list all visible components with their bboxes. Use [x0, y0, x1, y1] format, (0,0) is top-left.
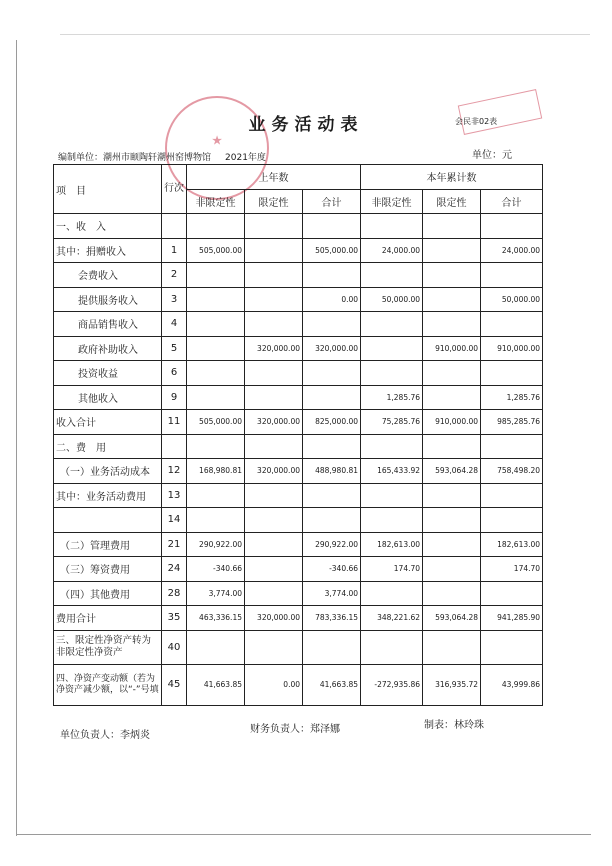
curr-unrestricted-cell: 165,433.92 — [361, 459, 423, 484]
row-line-no: 28 — [162, 581, 187, 606]
row-line-no: 2 — [162, 263, 187, 288]
form-code: 会民非02表 — [455, 117, 498, 126]
prev-total-cell — [303, 214, 361, 239]
row-label: 政府补助收入 — [54, 336, 162, 361]
curr-total-cell: 910,000.00 — [481, 336, 543, 361]
prev-restricted-cell: 320,000.00 — [245, 336, 303, 361]
table-row — [54, 664, 543, 705]
prev-total-cell: 320,000.00 — [303, 336, 361, 361]
curr-restricted-cell: 593,064.28 — [423, 459, 481, 484]
row-line-no: 45 — [162, 664, 187, 705]
curr-restricted-cell — [423, 532, 481, 557]
prev-restricted-cell — [245, 361, 303, 386]
table-row — [54, 336, 543, 361]
curr-total-cell: 174.70 — [481, 557, 543, 582]
header-item: 项 目 — [54, 165, 162, 214]
table-row — [54, 532, 543, 557]
prev-unrestricted-cell: 41,663.85 — [187, 664, 245, 705]
seal-decoration: ★ — [212, 134, 222, 147]
curr-total-cell — [481, 214, 543, 239]
prev-unrestricted-cell — [187, 483, 245, 508]
row-label: 费用合计 — [54, 606, 162, 631]
curr-restricted-cell — [423, 214, 481, 239]
curr-unrestricted-cell — [361, 434, 423, 459]
row-line-no: 4 — [162, 312, 187, 337]
table-row — [54, 361, 543, 386]
curr-unrestricted-cell — [361, 508, 423, 533]
prev-total-cell: 0.00 — [303, 287, 361, 312]
curr-restricted-cell — [423, 630, 481, 664]
prev-restricted-cell — [245, 385, 303, 410]
curr-total-cell: 941,285.90 — [481, 606, 543, 631]
table-row — [54, 508, 543, 533]
row-line-no: 3 — [162, 287, 187, 312]
prev-total-cell — [303, 434, 361, 459]
table-row — [54, 581, 543, 606]
table-row — [54, 263, 543, 288]
row-label: 其中：捐赠收入 — [54, 238, 162, 263]
curr-total-cell — [481, 581, 543, 606]
prev-restricted-cell — [245, 581, 303, 606]
curr-total-cell: 985,285.76 — [481, 410, 543, 435]
prev-restricted-cell — [245, 238, 303, 263]
curr-unrestricted-cell: 75,285.76 — [361, 410, 423, 435]
prev-total-cell — [303, 263, 361, 288]
row-line-no: 9 — [162, 385, 187, 410]
curr-total-cell — [481, 263, 543, 288]
curr-unrestricted-cell: 1,285.76 — [361, 385, 423, 410]
prev-total-cell — [303, 361, 361, 386]
prev-unrestricted-cell: 505,000.00 — [187, 410, 245, 435]
curr-unrestricted-cell: 50,000.00 — [361, 287, 423, 312]
header-curr-unrestricted: 非限定性 — [361, 189, 423, 214]
row-line-no: 40 — [162, 630, 187, 664]
row-line-no: 1 — [162, 238, 187, 263]
page-edge-bottom — [16, 834, 591, 835]
prev-restricted-cell — [245, 312, 303, 337]
row-label: （四）其他费用 — [54, 581, 162, 606]
prev-unrestricted-cell — [187, 312, 245, 337]
curr-restricted-cell: 910,000.00 — [423, 336, 481, 361]
prev-unrestricted-cell — [187, 361, 245, 386]
prev-restricted-cell — [245, 532, 303, 557]
prev-restricted-cell: 0.00 — [245, 664, 303, 705]
curr-restricted-cell — [423, 581, 481, 606]
curr-unrestricted-cell — [361, 312, 423, 337]
curr-unrestricted-cell — [361, 263, 423, 288]
row-label: 会费收入 — [54, 263, 162, 288]
table-row — [54, 214, 543, 239]
prev-restricted-cell: 320,000.00 — [245, 606, 303, 631]
curr-unrestricted-cell: 24,000.00 — [361, 238, 423, 263]
prev-restricted-cell — [245, 508, 303, 533]
header-curr-restricted: 限定性 — [423, 189, 481, 214]
row-label: （二）管理费用 — [54, 532, 162, 557]
signature-finance: 财务负责人：郑泽娜 — [250, 724, 340, 735]
page-edge-top — [60, 34, 590, 35]
prev-unrestricted-cell — [187, 630, 245, 664]
unit-label: 单位：元 — [472, 150, 512, 161]
curr-unrestricted-cell — [361, 361, 423, 386]
prev-unrestricted-cell: 463,336.15 — [187, 606, 245, 631]
prev-total-cell — [303, 630, 361, 664]
table-row — [54, 287, 543, 312]
prev-unrestricted-cell — [187, 263, 245, 288]
prev-unrestricted-cell: 3,774.00 — [187, 581, 245, 606]
prev-total-cell — [303, 483, 361, 508]
prev-restricted-cell: 320,000.00 — [245, 459, 303, 484]
prev-restricted-cell — [245, 214, 303, 239]
curr-restricted-cell — [423, 238, 481, 263]
row-label: 提供服务收入 — [54, 287, 162, 312]
page-edge-left — [16, 40, 17, 836]
prev-unrestricted-cell: 168,980.81 — [187, 459, 245, 484]
row-label: 其他收入 — [54, 385, 162, 410]
curr-restricted-cell — [423, 287, 481, 312]
prev-restricted-cell — [245, 557, 303, 582]
curr-restricted-cell — [423, 434, 481, 459]
table-row — [54, 434, 543, 459]
curr-total-cell: 50,000.00 — [481, 287, 543, 312]
row-label: 二、费 用 — [54, 434, 162, 459]
prev-total-cell — [303, 312, 361, 337]
org-label: 编制单位：潮州市颐陶轩潮州窑博物馆 — [58, 153, 212, 163]
signature-preparer: 制表：林玲珠 — [424, 720, 484, 731]
table-row — [54, 410, 543, 435]
prev-restricted-cell — [245, 263, 303, 288]
curr-total-cell: 1,285.76 — [481, 385, 543, 410]
table-row — [54, 312, 543, 337]
report-year: 2021年度 — [225, 153, 266, 163]
prev-restricted-cell — [245, 287, 303, 312]
org-line — [58, 150, 266, 163]
page-title: 业务活动表 — [248, 115, 364, 135]
prev-total-cell: 488,980.81 — [303, 459, 361, 484]
row-line-no: 5 — [162, 336, 187, 361]
curr-restricted-cell: 593,064.28 — [423, 606, 481, 631]
table-row — [54, 630, 543, 664]
prev-unrestricted-cell — [187, 287, 245, 312]
signature-head: 单位负责人：李炳炎 — [60, 730, 150, 741]
curr-total-cell: 758,498.20 — [481, 459, 543, 484]
row-line-no: 21 — [162, 532, 187, 557]
curr-total-cell — [481, 630, 543, 664]
prev-total-cell: 825,000.00 — [303, 410, 361, 435]
row-line-no: 14 — [162, 508, 187, 533]
prev-restricted-cell: 320,000.00 — [245, 410, 303, 435]
prev-total-cell: 290,922.00 — [303, 532, 361, 557]
curr-total-cell: 43,999.86 — [481, 664, 543, 705]
table-row — [54, 606, 543, 631]
prev-restricted-cell — [245, 630, 303, 664]
curr-restricted-cell — [423, 508, 481, 533]
row-line-no: 13 — [162, 483, 187, 508]
prev-total-cell: 3,774.00 — [303, 581, 361, 606]
prev-restricted-cell — [245, 434, 303, 459]
table-row — [54, 238, 543, 263]
header-prev-total: 合计 — [303, 189, 361, 214]
row-line-no — [162, 434, 187, 459]
row-label: 三、限定性净资产转为非限定性净资产 — [54, 630, 162, 664]
prev-unrestricted-cell: 505,000.00 — [187, 238, 245, 263]
header-prev-unrestricted: 非限定性 — [187, 189, 245, 214]
curr-restricted-cell: 910,000.00 — [423, 410, 481, 435]
curr-restricted-cell — [423, 263, 481, 288]
prev-unrestricted-cell — [187, 214, 245, 239]
curr-unrestricted-cell — [361, 336, 423, 361]
curr-restricted-cell — [423, 312, 481, 337]
header-curr-total: 合计 — [481, 189, 543, 214]
row-label: 一、收 入 — [54, 214, 162, 239]
prev-total-cell — [303, 508, 361, 533]
curr-total-cell — [481, 434, 543, 459]
curr-unrestricted-cell: 348,221.62 — [361, 606, 423, 631]
prev-total-cell: 505,000.00 — [303, 238, 361, 263]
curr-unrestricted-cell — [361, 581, 423, 606]
table-row — [54, 459, 543, 484]
curr-restricted-cell: 316,935.72 — [423, 664, 481, 705]
curr-unrestricted-cell: 174.70 — [361, 557, 423, 582]
prev-total-cell: -340.66 — [303, 557, 361, 582]
table-row — [54, 385, 543, 410]
row-label: 四、净资产变动额（若为净资产减少额，以“-”号填 — [54, 664, 162, 705]
curr-total-cell — [481, 312, 543, 337]
row-label — [54, 508, 162, 533]
prev-total-cell — [303, 385, 361, 410]
prev-unrestricted-cell: -340.66 — [187, 557, 245, 582]
row-line-no: 11 — [162, 410, 187, 435]
curr-total-cell — [481, 508, 543, 533]
curr-restricted-cell — [423, 385, 481, 410]
activity-table-body — [54, 214, 543, 706]
header-curr-year: 本年累计数 — [361, 165, 543, 190]
row-label: （一）业务活动成本 — [54, 459, 162, 484]
prev-unrestricted-cell — [187, 508, 245, 533]
curr-unrestricted-cell — [361, 630, 423, 664]
row-line-no: 24 — [162, 557, 187, 582]
row-line-no: 6 — [162, 361, 187, 386]
curr-unrestricted-cell: 182,613.00 — [361, 532, 423, 557]
row-label: 其中：业务活动费用 — [54, 483, 162, 508]
prev-total-cell: 41,663.85 — [303, 664, 361, 705]
curr-total-cell — [481, 361, 543, 386]
curr-total-cell: 24,000.00 — [481, 238, 543, 263]
row-line-no: 12 — [162, 459, 187, 484]
prev-unrestricted-cell — [187, 385, 245, 410]
curr-restricted-cell — [423, 483, 481, 508]
curr-restricted-cell — [423, 361, 481, 386]
header-line-no: 行次 — [162, 165, 187, 214]
prev-unrestricted-cell — [187, 336, 245, 361]
curr-total-cell: 182,613.00 — [481, 532, 543, 557]
curr-unrestricted-cell — [361, 214, 423, 239]
table-row — [54, 483, 543, 508]
prev-total-cell: 783,336.15 — [303, 606, 361, 631]
prev-unrestricted-cell — [187, 434, 245, 459]
activity-table — [53, 164, 543, 706]
curr-unrestricted-cell — [361, 483, 423, 508]
row-label: 投资收益 — [54, 361, 162, 386]
row-label: 商品销售收入 — [54, 312, 162, 337]
curr-total-cell — [481, 483, 543, 508]
row-label: 收入合计 — [54, 410, 162, 435]
prev-restricted-cell — [245, 483, 303, 508]
row-line-no — [162, 214, 187, 239]
header-prev-restricted: 限定性 — [245, 189, 303, 214]
curr-unrestricted-cell: -272,935.86 — [361, 664, 423, 705]
row-line-no: 35 — [162, 606, 187, 631]
table-row — [54, 557, 543, 582]
header-prev-year: 上年数 — [187, 165, 361, 190]
row-label: （三）筹资费用 — [54, 557, 162, 582]
prev-unrestricted-cell: 290,922.00 — [187, 532, 245, 557]
curr-restricted-cell — [423, 557, 481, 582]
